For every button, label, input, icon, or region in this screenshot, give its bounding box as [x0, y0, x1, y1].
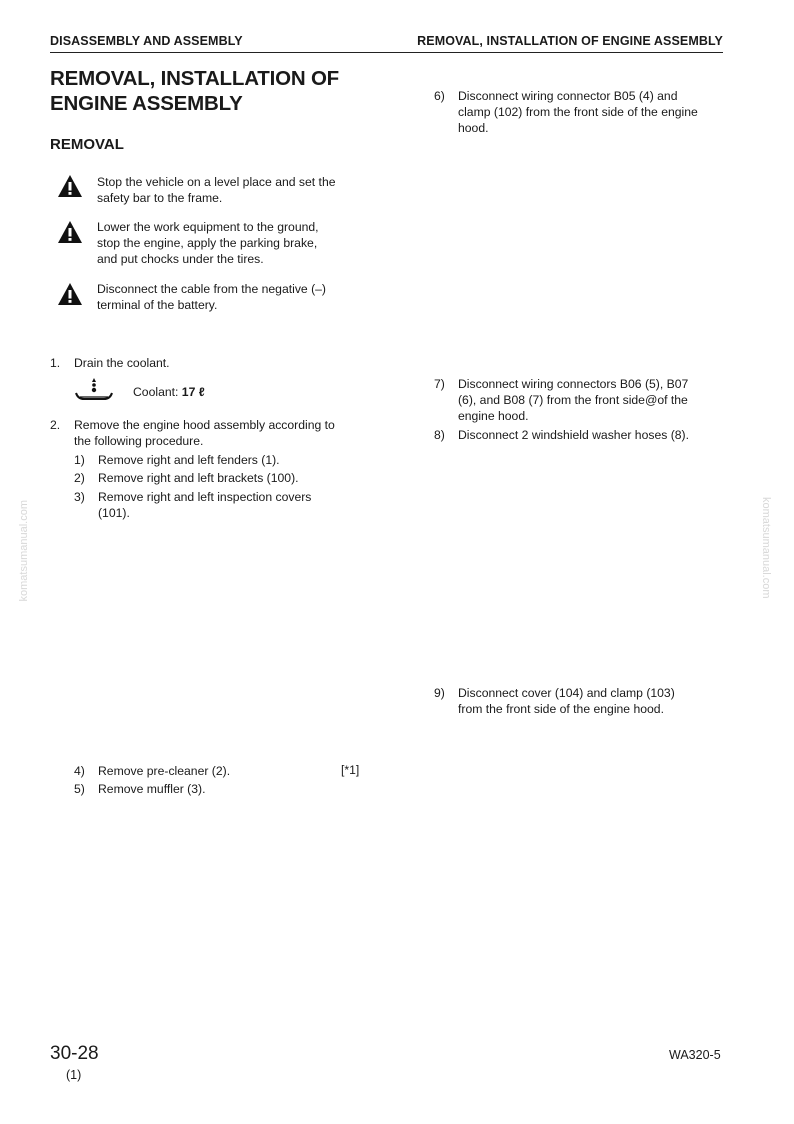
- page-title: [50, 66, 380, 116]
- substep-9-line: from the front side of the engine hood.: [458, 702, 664, 717]
- warning-2: [97, 219, 362, 268]
- coolant-spec: [133, 384, 205, 400]
- substep-1-number: 1): [74, 453, 85, 467]
- substep-4-number: 4): [74, 764, 85, 778]
- substep-3-text: [98, 489, 358, 521]
- step-2-text: [74, 417, 374, 449]
- substep-3-line: (101).: [98, 506, 130, 521]
- step-2-number: 2.: [50, 418, 61, 432]
- page-title-line-2: ENGINE ASSEMBLY: [50, 92, 243, 115]
- substep-7-line: Disconnect wiring connectors B06 (5), B07: [458, 377, 689, 391]
- page-title-line-1: REMOVAL, INSTALLATION OF: [50, 67, 340, 90]
- warning-3: [97, 281, 362, 313]
- substep-8-number: 8): [434, 428, 445, 442]
- substep-2-number: 2): [74, 471, 85, 485]
- step-1-text: Drain the coolant.: [74, 356, 170, 370]
- substep-9-number: 9): [434, 686, 445, 700]
- substep-9-line: Disconnect cover (104) and clamp (103): [458, 686, 675, 700]
- watermark-right: komatsumanual.com: [760, 497, 772, 599]
- warning-triangle-icon: [57, 282, 83, 306]
- warning-3-line: terminal of the battery.: [97, 298, 218, 313]
- step-1-number: 1.: [50, 356, 61, 370]
- substep-6-line: hood.: [458, 121, 489, 136]
- substep-4-text: Remove pre-cleaner (2).: [98, 764, 231, 778]
- step-2-line: the following procedure.: [74, 434, 204, 449]
- substep-6-line: Disconnect wiring connector B05 (4) and: [458, 89, 678, 103]
- header-rule: [50, 52, 723, 53]
- warning-3-line: Disconnect the cable from the negative (–): [97, 282, 326, 296]
- substep-6-text: [458, 88, 738, 137]
- substep-7-line: (6), and B08 (7) from the front side@of the: [458, 393, 688, 408]
- warning-1-line: Stop the vehicle on a level place and set the: [97, 175, 336, 189]
- warning-triangle-icon: [57, 174, 83, 198]
- substep-2-text: Remove right and left brackets (100).: [98, 471, 299, 485]
- substep-7-number: 7): [434, 377, 445, 391]
- substep-6-line: clamp (102) from the front side of the engine: [458, 105, 698, 120]
- coolant-value: 17 ℓ: [181, 385, 205, 399]
- substep-5-number: 5): [74, 782, 85, 796]
- topic-header: REMOVAL, INSTALLATION OF ENGINE ASSEMBLY: [417, 34, 723, 48]
- removal-subhead: REMOVAL: [50, 136, 124, 153]
- coolant-label: Coolant:: [133, 385, 179, 399]
- warning-1: [97, 174, 362, 206]
- warning-2-line: and put chocks under the tires.: [97, 252, 264, 267]
- substep-8-text: Disconnect 2 windshield washer hoses (8).: [458, 428, 689, 442]
- substep-5-text: Remove muffler (3).: [98, 782, 206, 796]
- substep-3-number: 3): [74, 490, 85, 504]
- coolant-drain-icon: [74, 376, 114, 404]
- substep-1-text: Remove right and left fenders (1).: [98, 453, 280, 467]
- substep-9-text: [458, 685, 738, 717]
- warning-2-line: stop the engine, apply the parking brake,: [97, 236, 318, 251]
- substep-4-reference: [*1]: [341, 763, 360, 777]
- model-number: WA320-5: [669, 1048, 721, 1062]
- substep-7-text: [458, 376, 738, 425]
- section-header: DISASSEMBLY AND ASSEMBLY: [50, 34, 243, 48]
- warning-1-line: safety bar to the frame.: [97, 191, 223, 206]
- warning-2-line: Lower the work equipment to the ground,: [97, 220, 319, 234]
- substep-7-line: engine hood.: [458, 409, 529, 424]
- watermark-left: komatsumanual.com: [18, 500, 30, 602]
- page-number: 30-28: [50, 1043, 99, 1064]
- step-2-line: Remove the engine hood assembly according to: [74, 418, 335, 432]
- warning-triangle-icon: [57, 220, 83, 244]
- revision-number: (1): [66, 1068, 82, 1082]
- substep-3-line: Remove right and left inspection covers: [98, 490, 312, 504]
- substep-6-number: 6): [434, 89, 445, 103]
